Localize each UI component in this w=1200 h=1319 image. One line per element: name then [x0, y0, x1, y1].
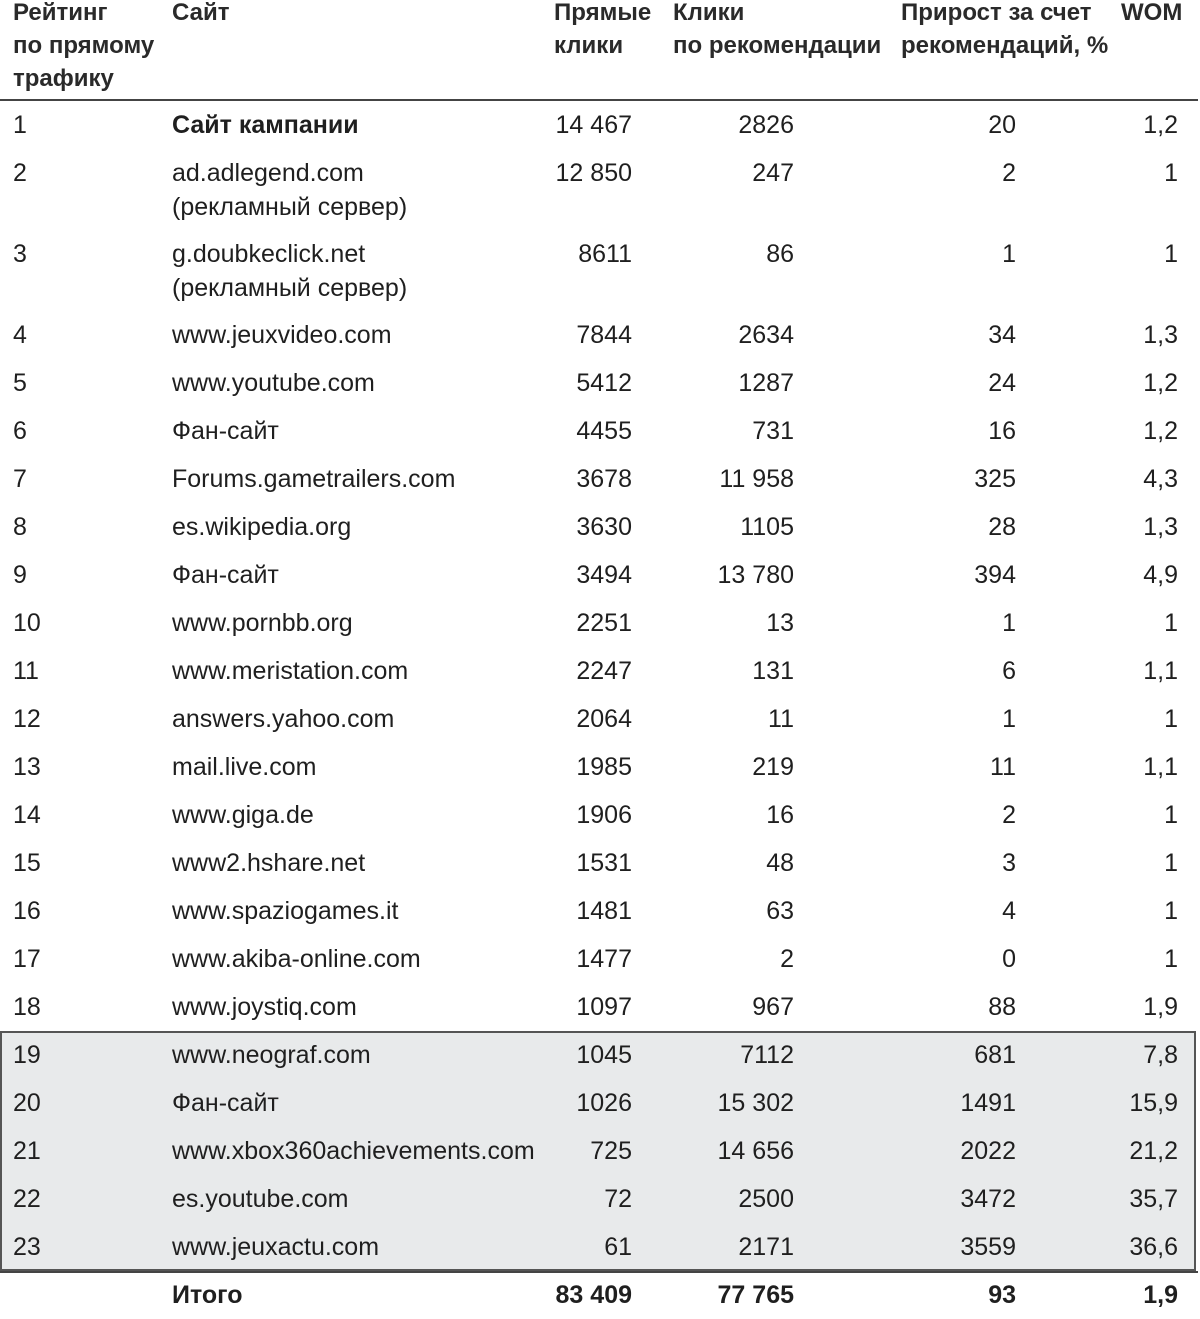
cell-growth: 24	[988, 369, 1016, 397]
table-row	[0, 743, 1198, 791]
cell-recommendation-clicks: 731	[752, 417, 794, 445]
cell-growth: 2022	[960, 1137, 1016, 1165]
cell-site: www.jeuxactu.com	[172, 1233, 380, 1261]
cell-site: Сайт кампании	[172, 111, 359, 139]
cell-direct-clicks: 1906	[576, 801, 632, 829]
cell-recommendation-clicks: 219	[752, 753, 794, 781]
cell-growth: 34	[988, 321, 1016, 349]
cell-wom: 1,1	[1143, 657, 1178, 685]
cell-wom: 1,2	[1143, 417, 1178, 445]
cell-wom: 1,2	[1143, 369, 1178, 397]
table-row	[0, 887, 1198, 935]
cell-recommendation-clicks: 2826	[738, 111, 794, 139]
cell-wom: 15,9	[1129, 1089, 1178, 1117]
cell-direct-clicks: 3494	[576, 561, 632, 589]
cell-growth: 1	[1002, 705, 1016, 733]
cell-site: Фан-сайт	[172, 1089, 279, 1117]
cell-direct-clicks: 1481	[576, 897, 632, 925]
cell-site: www.akiba-online.com	[172, 945, 421, 973]
cell-site: g.doubkeclick.net (рекламный сервер)	[172, 240, 408, 302]
cell-recommendation-clicks: 11 958	[719, 465, 794, 493]
cell-growth: 1	[1002, 240, 1016, 268]
cell-growth: 16	[988, 417, 1016, 445]
cell-growth: 3	[1002, 849, 1016, 877]
cell-rank: 15	[13, 849, 41, 877]
cell-growth: 4	[1002, 897, 1016, 925]
cell-growth: 88	[988, 993, 1016, 1021]
cell-direct-clicks: 8611	[578, 240, 632, 268]
cell-site: answers.yahoo.com	[172, 705, 395, 733]
cell-recommendation-clicks: 11	[768, 705, 794, 733]
cell-recommendation-clicks: 131	[752, 657, 794, 685]
cell-rank: 10	[13, 609, 41, 637]
cell-wom: 4,3	[1143, 465, 1178, 493]
cell-growth: 11	[990, 753, 1016, 781]
cell-wom: 1	[1164, 897, 1178, 925]
cell-rank: 3	[13, 240, 27, 268]
cell-wom: 1	[1164, 945, 1178, 973]
table-row	[0, 149, 1198, 230]
cell-direct-clicks: 4455	[576, 417, 632, 445]
cell-recommendation-clicks: 2171	[738, 1233, 794, 1261]
cell-direct-clicks: 1531	[576, 849, 632, 877]
cell-rank: 18	[13, 993, 41, 1021]
cell-growth: 2	[1002, 801, 1016, 829]
cell-site: www.youtube.com	[172, 369, 375, 397]
table-row	[0, 101, 1198, 149]
cell-rank: 5	[13, 369, 27, 397]
table-row	[0, 1031, 1198, 1079]
cell-wom: 1,1	[1143, 753, 1178, 781]
cell-wom: 1,3	[1143, 513, 1178, 541]
cell-rank: 23	[13, 1233, 41, 1261]
cell-recommendation-clicks: 7112	[740, 1041, 794, 1069]
cell-site: www.pornbb.org	[172, 609, 353, 637]
cell-recommendation-clicks: 2	[780, 945, 794, 973]
cell-recommendation-clicks: 13 780	[717, 561, 794, 589]
cell-recommendation-clicks: 1287	[738, 369, 794, 397]
cell-rank: 6	[13, 417, 27, 445]
cell-site: www.jeuxvideo.com	[172, 321, 392, 349]
header-growth: Прирост за счет рекомендаций, %	[901, 0, 1109, 59]
table-body	[0, 101, 1198, 1271]
cell-direct-clicks: 1097	[576, 993, 632, 1021]
cell-growth: 1491	[960, 1089, 1016, 1117]
cell-site: www.xbox360achievements.com	[172, 1137, 535, 1165]
cell-recommendation-clicks: 967	[752, 993, 794, 1021]
table-row	[0, 551, 1198, 599]
cell-rank: 9	[13, 561, 27, 589]
table-row	[0, 1223, 1198, 1271]
cell-recommendation-clicks: 16	[766, 801, 794, 829]
cell-recommendation-clicks: 48	[766, 849, 794, 877]
cell-site: ad.adlegend.com (рекламный сервер)	[172, 159, 408, 221]
table-row	[0, 695, 1198, 743]
table-row	[0, 455, 1198, 503]
cell-wom: 4,9	[1143, 561, 1178, 589]
cell-recommendation-clicks: 1105	[740, 513, 794, 541]
cell-growth: 681	[974, 1041, 1016, 1069]
cell-site: es.youtube.com	[172, 1185, 349, 1213]
cell-rank: 22	[13, 1185, 41, 1213]
cell-rank: 1	[13, 111, 27, 139]
cell-wom: 1	[1164, 159, 1178, 187]
cell-site: Forums.gametrailers.com	[172, 465, 456, 493]
cell-wom: 1	[1164, 705, 1178, 733]
cell-wom: 21,2	[1129, 1137, 1178, 1165]
cell-site: www.meristation.com	[172, 657, 409, 685]
table-row	[0, 230, 1198, 311]
cell-recommendation-clicks: 14 656	[717, 1137, 794, 1165]
cell-recommendation-clicks: 13	[766, 609, 794, 637]
cell-direct-clicks: 5412	[576, 369, 632, 397]
cell-recommendation-clicks: 2500	[738, 1185, 794, 1213]
cell-recommendation-clicks: 247	[752, 159, 794, 187]
cell-wom: 1,2	[1143, 111, 1178, 139]
header-rank: Рейтинг по прямому трафику	[13, 0, 155, 92]
cell-growth: 1	[1002, 609, 1016, 637]
cell-recommendation-clicks: 2634	[738, 321, 794, 349]
cell-direct-clicks: 2247	[576, 657, 632, 685]
cell-site: Фан-сайт	[172, 561, 279, 589]
cell-growth: 6	[1002, 657, 1016, 685]
cell-wom: 1	[1164, 609, 1178, 637]
cell-wom: 1	[1164, 849, 1178, 877]
cell-rank: 7	[13, 465, 27, 493]
cell-growth: 28	[988, 513, 1016, 541]
cell-direct-clicks: 2064	[576, 705, 632, 733]
table-row	[0, 1079, 1198, 1127]
table-row	[0, 935, 1198, 983]
header-wom: WOM	[1121, 0, 1183, 26]
table-row	[0, 599, 1198, 647]
cell-wom: 1	[1164, 801, 1178, 829]
cell-direct-clicks: 3678	[576, 465, 632, 493]
cell-growth: 2	[1002, 159, 1016, 187]
table-row	[0, 503, 1198, 551]
cell-growth: 3559	[960, 1233, 1016, 1261]
table-row	[0, 1175, 1198, 1223]
cell-growth: 3472	[960, 1185, 1016, 1213]
table-row	[0, 1127, 1198, 1175]
cell-rank: 17	[13, 945, 41, 973]
cell-rank: 13	[13, 753, 41, 781]
cell-rank: 4	[13, 321, 27, 349]
table-header	[0, 0, 1198, 101]
cell-recommendation-clicks: 63	[766, 897, 794, 925]
cell-rank: 11	[13, 657, 39, 685]
cell-site: Фан-сайт	[172, 417, 279, 445]
cell-site: www2.hshare.net	[172, 849, 366, 877]
cell-wom: 1,3	[1143, 321, 1178, 349]
cell-wom: 1	[1164, 240, 1178, 268]
cell-site: www.neograf.com	[172, 1041, 371, 1069]
cell-wom: 36,6	[1129, 1233, 1178, 1261]
cell-direct-clicks: 61	[604, 1233, 632, 1261]
table-row	[0, 839, 1198, 887]
cell-growth: 325	[974, 465, 1016, 493]
cell-growth: 20	[988, 111, 1016, 139]
cell-wom: 7,8	[1143, 1041, 1178, 1069]
cell-rank: 21	[13, 1137, 41, 1165]
header-recommendation-clicks: Клики по рекомендации	[673, 0, 882, 59]
cell-recommendation-clicks: 15 302	[717, 1089, 794, 1117]
cell-rank: 20	[13, 1089, 41, 1117]
table-row	[0, 311, 1198, 359]
table-row	[0, 407, 1198, 455]
total-label: Итого	[172, 1281, 243, 1309]
total-growth: 93	[988, 1281, 1016, 1309]
cell-direct-clicks: 72	[604, 1185, 632, 1213]
cell-rank: 16	[13, 897, 41, 925]
cell-direct-clicks: 2251	[576, 609, 632, 637]
cell-wom: 1,9	[1143, 993, 1178, 1021]
cell-recommendation-clicks: 86	[766, 240, 794, 268]
header-site: Сайт	[172, 0, 230, 26]
cell-direct-clicks: 1477	[576, 945, 632, 973]
cell-rank: 12	[13, 705, 41, 733]
cell-direct-clicks: 1026	[576, 1089, 632, 1117]
total-row	[0, 1271, 1198, 1319]
cell-direct-clicks: 1045	[576, 1041, 632, 1069]
cell-site: mail.live.com	[172, 753, 317, 781]
cell-rank: 19	[13, 1041, 41, 1069]
cell-rank: 8	[13, 513, 27, 541]
total-wom: 1,9	[1143, 1281, 1178, 1309]
cell-direct-clicks: 1985	[576, 753, 632, 781]
cell-growth: 0	[1002, 945, 1016, 973]
table-row	[0, 791, 1198, 839]
table-row	[0, 983, 1198, 1031]
cell-rank: 2	[13, 159, 27, 187]
table-row	[0, 647, 1198, 695]
cell-direct-clicks: 3630	[576, 513, 632, 541]
cell-site: www.giga.de	[172, 801, 314, 829]
total-direct: 83 409	[555, 1281, 632, 1309]
total-rec: 77 765	[717, 1281, 794, 1309]
cell-direct-clicks: 12 850	[555, 159, 632, 187]
table-row	[0, 359, 1198, 407]
cell-rank: 14	[13, 801, 41, 829]
cell-direct-clicks: 7844	[576, 321, 632, 349]
cell-growth: 394	[974, 561, 1016, 589]
cell-direct-clicks: 14 467	[555, 111, 632, 139]
cell-wom: 35,7	[1129, 1185, 1178, 1213]
cell-site: es.wikipedia.org	[172, 513, 352, 541]
header-direct-clicks: Прямые клики	[554, 0, 652, 59]
cell-direct-clicks: 725	[590, 1137, 632, 1165]
cell-site: www.spaziogames.it	[172, 897, 399, 925]
cell-site: www.joystiq.com	[172, 993, 357, 1021]
